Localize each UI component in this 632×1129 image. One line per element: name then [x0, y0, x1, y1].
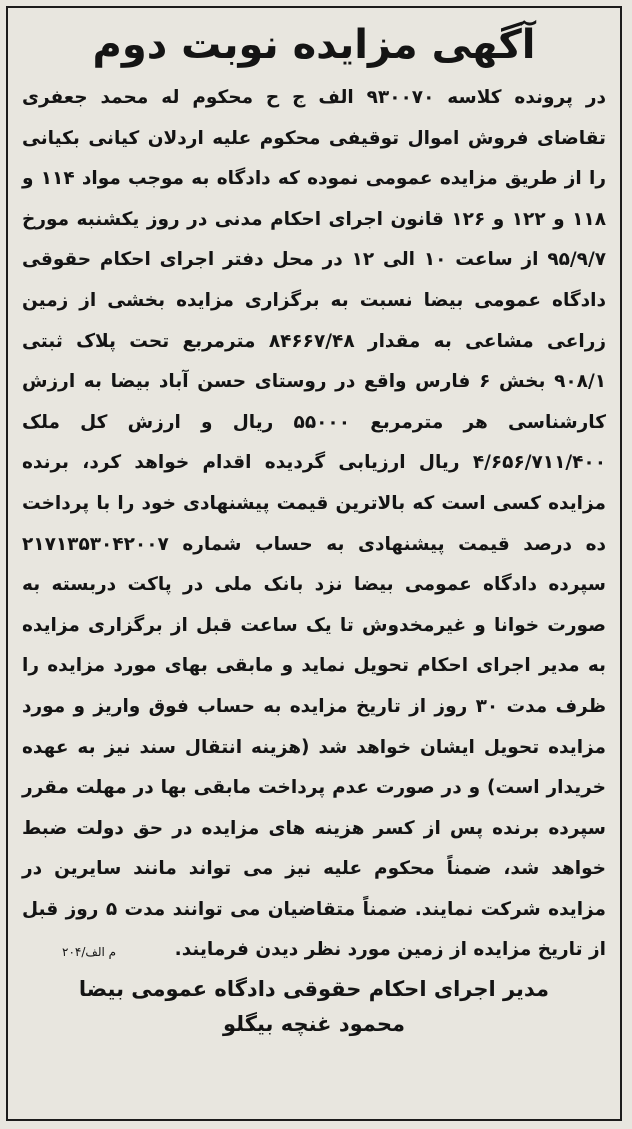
notice-title: آگهی مزایده نوبت دوم — [92, 22, 536, 68]
notice-body: در پرونده کلاسه ۹۳۰۰۷۰ الف ج ح محکوم له محمد جعفری تقاضای فروش اموال توقیفی محکوم علیه اردلان کیانی بکیانی را از طریق مزایده عمومی نموده که دادگاه به موجب مواد ۱۱۴ و ۱۱۸ و ۱۲۲ و ۱۲۶ قانون اجرای احکام مدنی در روز یکشنبه مورخ ۹۵/۹/۷ از ساعت ۱۰ الی ۱۲ در محل دفتر اجرای احکام حقوقی دادگاه عمومی بیضا نسبت به برگزاری مزایده بخشی از زمین زراعی مشاعی به مقدار ۸۴۶۶۷/۴۸ مترمربع تحت پلاک ثبتی ۹۰۸/۱ بخش ۶ فارس واقع در روستای حسن آباد بیضا به ارزش کارشناسی هر مترمربع ۵۵۰۰۰ ریال و ارزش کل ملک ۴/۶۵۶/۷۱۱/۴۰۰ ریال ارزیابی گردیده اقدام خواهد کرد، برنده مزایده کسی است که بالاترین قیمت پیشنهادی خود را با پرداخت ده درصد قیمت پیشنهادی به حساب شماره ۲۱۷۱۳۵۳۰۴۲۰۰۷ سپرده دادگاه عمومی بیضا نزد بانک ملی در پاکت دربسته به صورت خوانا و غیرمخدوش تا یک ساعت قبل از برگزاری مزایده به مدیر اجرای احکام تحویل نماید و مابقی بهای مورد مزایده را ظرف مدت ۳۰ روز از تاریخ مزایده به حساب فوق واریز و مورد مزایده تحویل ایشان خواهد شد (هزینه انتقال سند نیز به عهده خریدار است) و در صورت عدم پرداخت مابقی بها در مهلت مقرر سپرده برنده پس از کسر هزینه های مزایده در حق دولت ضبط خواهد شد، ضمناً محکوم علیه نیز می تواند مانند سایرین در مزایده شرکت نمایند. ضمناً متقاضیان می توانند مدت ۵ روز قبل از تاریخ مزایده از زمین مورد نظر دیدن فرمایند. — [22, 87, 607, 961]
signature-name: محمود غنچه بیگلو — [223, 1012, 405, 1037]
signature-title: مدیر اجرای احکام حقوقی دادگاه عمومی بیضا — [78, 977, 550, 1002]
auction-notice — [6, 6, 622, 1121]
reference-number: ۲۰۴/م الف — [62, 945, 117, 960]
